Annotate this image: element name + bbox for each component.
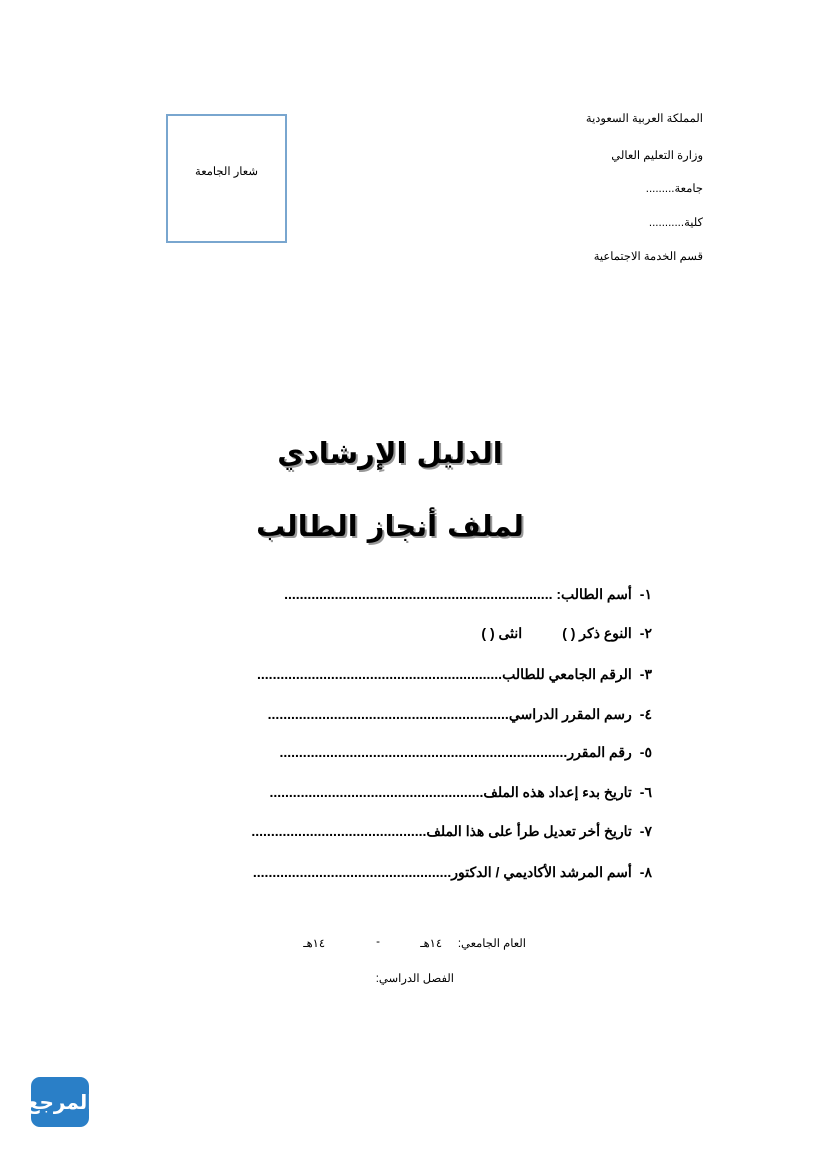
header-university: جامعة......... xyxy=(645,183,703,195)
field-label: رسم المقرر الدراسي xyxy=(508,706,632,722)
field-last-modified-date xyxy=(251,823,652,840)
field-label: تاريخ بدء إعداد هذه الملف xyxy=(483,784,632,800)
logo-placeholder-label: شعار الجامعة xyxy=(195,166,258,178)
fill-blank[interactable]: ....................................................... xyxy=(269,784,484,800)
gender-female-option[interactable]: انثى ( ) xyxy=(481,625,523,641)
fill-blank[interactable]: ............................................................... xyxy=(257,666,503,682)
field-student-name xyxy=(284,586,652,603)
field-label: تاريخ أخر تعديل طرأ على هذا الملف xyxy=(426,823,632,839)
header-college: كلية........... xyxy=(648,217,703,229)
academic-year-end: ١٤هـ xyxy=(303,938,325,950)
field-label: أسم المرشد الأكاديمي / الدكتور xyxy=(451,864,632,880)
fill-blank[interactable]: ................................................... xyxy=(252,864,452,880)
header-ministry: وزارة التعليم العالي xyxy=(611,150,703,162)
fill-blank[interactable]: ............................................. xyxy=(251,823,427,839)
field-course-number xyxy=(279,744,652,761)
brand-logo-text: المرجع xyxy=(25,1090,95,1114)
item-number: ٣- xyxy=(639,666,652,682)
field-advisor-name xyxy=(253,864,652,881)
item-number: ٢- xyxy=(639,625,652,641)
fill-blank[interactable]: .......................................................................... xyxy=(279,744,568,760)
fill-blank[interactable]: .............................................................. xyxy=(267,706,509,722)
document-title: الدليل الإرشادي xyxy=(277,436,503,470)
field-label: رقم المقرر xyxy=(567,744,632,760)
header-country: المملكة العربية السعودية xyxy=(585,113,703,125)
item-number: ٧- xyxy=(639,823,652,839)
gender-male-option[interactable]: النوع ذكر ( ) xyxy=(562,625,632,641)
field-label: الرقم الجامعي للطالب xyxy=(502,666,632,682)
field-start-date xyxy=(269,784,652,801)
field-label: أسم الطالب: xyxy=(556,586,632,602)
field-gender xyxy=(481,625,652,642)
document-subtitle: لملف أنجاز الطالب xyxy=(256,509,524,543)
field-course-name xyxy=(268,706,652,723)
brand-logo xyxy=(25,1077,95,1127)
fill-blank[interactable]: ..................................................................... xyxy=(284,586,557,602)
item-number: ٨- xyxy=(639,864,652,880)
item-number: ١- xyxy=(639,586,652,602)
item-number: ٤- xyxy=(639,706,652,722)
semester-label: الفصل الدراسي: xyxy=(375,973,454,985)
field-student-id xyxy=(257,666,652,683)
academic-year-separator: - xyxy=(376,936,380,948)
item-number: ٦- xyxy=(639,784,652,800)
university-logo-placeholder xyxy=(166,114,287,243)
item-number: ٥- xyxy=(639,744,652,760)
header-department: قسم الخدمة الاجتماعية xyxy=(593,251,703,263)
academic-year-start: ١٤هـ xyxy=(420,938,442,950)
academic-year-label: العام الجامعي: xyxy=(457,938,526,950)
